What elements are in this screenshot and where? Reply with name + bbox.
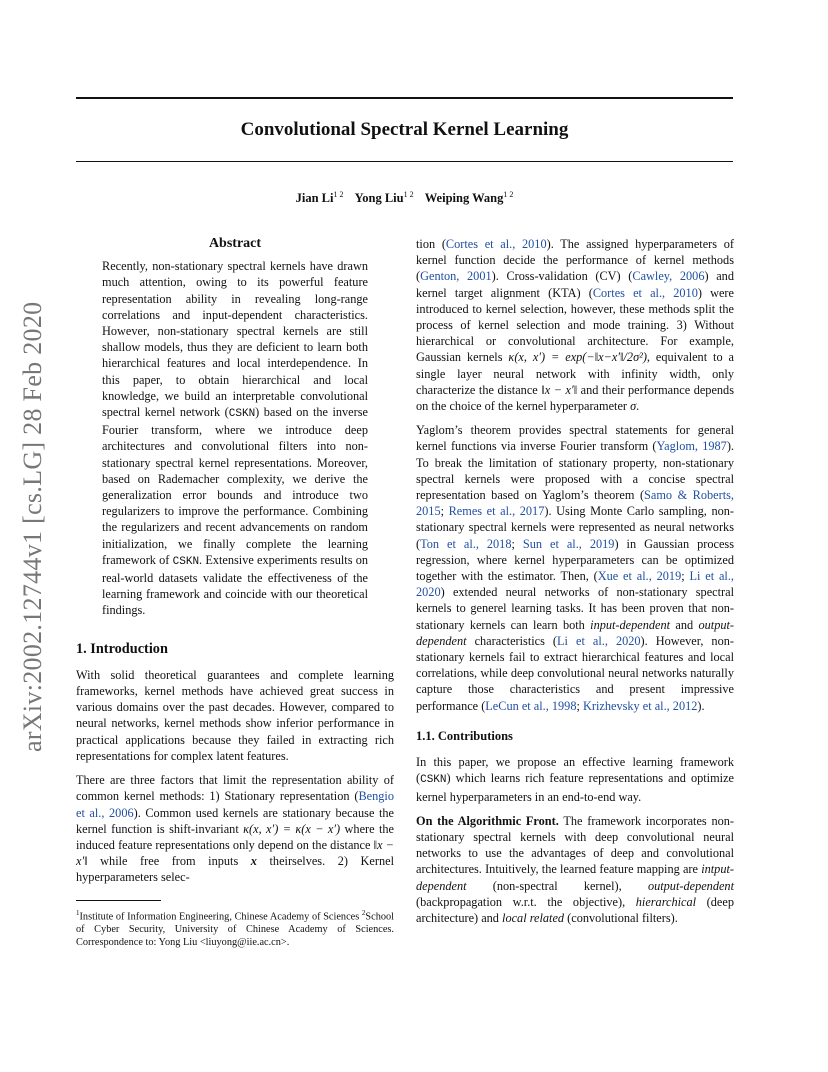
paper-title: Convolutional Spectral Kernel Learning — [240, 119, 569, 140]
citation-link[interactable]: Cawley, 2006 — [632, 269, 705, 284]
citation-link[interactable]: Bengio et al., 2006 — [76, 789, 394, 820]
citation-link[interactable]: Krizhevsky et al., 2012 — [582, 698, 698, 713]
citation-link[interactable]: Samo & Roberts, 2015 — [416, 488, 734, 519]
intro-paragraph: There are three factors that limit the representation ability of common kernel methods: 1) Stationary representation (Bengio et al., 2006). Common used kernels are stationary because the kernel function is shift-invariant κ(x, x′) = κ(x − x′) where the induced feature representations only depend on the distance ‖x − x′‖ while free from inputs x theirselves. 2) Kernel hyperparameters selec- — [76, 773, 394, 885]
subsection-heading-contributions: 1.1. Contributions — [416, 728, 513, 743]
body-paragraph: In this paper, we propose an effective learning framework (CSKN) which learns rich feature representations and optimize kernel hyperparameters in an end-to-end way. — [416, 755, 734, 804]
footnote-rule — [76, 900, 161, 901]
citation-link[interactable]: LeCun et al., 1998 — [485, 698, 577, 713]
abstract-heading: Abstract — [208, 236, 262, 251]
body-paragraph: tion (Cortes et al., 2010). The assigned hyperparameters of kernel function decide the performance of kernel methods (Genton, 2001). Cross-validation (CV) (Cawley, 2006) and kernel target alignment (KTA) (Cortes et al., 2010) were introduced to kernel selection, however, these methods split the process of kernel selection and mode training. 3) Without hierarchical or convolutional architecture. For example, Gaussian kernels κ(x, x′) = exp(−‖x−x′‖/2σ²), equivalent to a single layer neural network with infinity width, only characterize the distance ‖x − x′‖ and their performance depends on the choice of the kernel hyperparameter σ. — [416, 237, 734, 414]
body-paragraph: Yaglom’s theorem provides spectral statements for general kernel functions via inverse Fourier transform (Yaglom, 1987). To break the limitation of stationary property, non-stationary spectral kernels were proposed with a concise spectral representation based on Yaglom’s theorem (Samo & Roberts, 2015; Remes et al., 2017). Using Monte Carlo sampling, non-stationary spectral kernels were represented as neural networks (Ton et al., 2018; Sun et al., 2019) in Gaussian process regression, where kernel hyperparameters can be optimized together with the estimator. Then, (Xue et al., 2019; Li et al., 2020) extended neural networks of non-stationary spectral kernels to generel learning tasks. It has been proven that non-stationary kernels can learn both input-dependent and output-dependent characteristics (Li et al., 2020). However, non-stationary kernels fail to extract hierarchical features and local correlations, while deep convolutional neural networks naturally capture those characteristics and present impressive performance (LeCun et al., 1998; Krizhevsky et al., 2012). — [416, 423, 735, 713]
citation-link[interactable]: Genton, 2001 — [420, 269, 492, 284]
author: Yong Liu$^{1 2}$ — [354, 190, 414, 206]
citation-link[interactable]: Ton et al., 2018 — [420, 536, 512, 551]
citation-link[interactable]: Remes et al., 2017 — [448, 504, 545, 519]
arxiv-stamp: arXiv:2002.12744v1 [cs.LG] 28 Feb 2020 — [18, 301, 47, 753]
intro-paragraph: With solid theoretical guarantees and complete learning frameworks, kernel methods have achieved great success in various domains over the past decades. However, compared to neural networks, kernel methods show inferior performance in practical applications because they failed in extracting rich representations for complex latent features. — [76, 667, 394, 763]
author: Jian $Li^{1 2}$ — [295, 190, 344, 206]
body-paragraph: On the Algorithmic Front. The framework incorporates non-stationary spectral kernels with deep convolutional neural networks to use the advantages of deep and convolutional architectures. Intuitively, the learned feature mapping are intput-dependent (non-spectral kernel), output-dependent (backpropagation w.r.t. the objective), hierarchical (deep architecture) and local related (convolutional filters). — [416, 813, 734, 925]
top-rule — [76, 97, 733, 99]
citation-link[interactable]: Li et al., 2020 — [557, 633, 641, 648]
citation-link[interactable]: Yaglom, 1987 — [656, 439, 727, 454]
title-rule — [76, 161, 733, 162]
left-column — [76, 236, 394, 949]
author-list — [76, 190, 733, 206]
section-heading-introduction: 1. Introduction — [76, 640, 168, 657]
footnote: $^1$Institute of Information Engineering, Chinese Academy of Sciences $^2$School of Cyber Security, University of Chinese Academy of Sciences. Correspondence to: Yong Liu <liuyong@iie.ac.cn>. — [76, 908, 394, 948]
abstract-text: Recently, non-stationary spectral kernels have drawn much attention, owing to its powerful feature representation ability in revealing long-range correlations and input-dependent characteristics. However, non-stationary spectral kernels are still shallow models, thus they are deficient to learn both hierarchical features and local interdependence. In this paper, to obtain hierarchical and local knowledge, we build an interpretable convolutional spectral kernel network (CSKN) based on the inverse Fourier transform, where we introduce deep architectures and convolutional filters into non-stationary spectral kernel representations. Moreover, based on Rademacher complexity, we derive the generalization error bounds and introduce two regularizers to improve the performance. Combining the regularizers and recent advancements on random initialization, we finally complete the learning framework of CSKN. Extensive experiments results on real-world datasets validate the effectiveness of the learning framework and coincide with our theoretical findings. — [102, 259, 368, 618]
right-column — [416, 236, 734, 934]
citation-link[interactable]: Xue et al., 2019 — [597, 569, 682, 584]
citation-link[interactable]: Cortes et al., 2010 — [445, 237, 547, 251]
citation-link[interactable]: Li et al., 2020 — [416, 569, 734, 600]
citation-link[interactable]: Sun et al., 2019 — [522, 536, 615, 551]
author: Weiping Wang$^{1 2}$ — [424, 190, 514, 206]
citation-link[interactable]: Cortes et al., 2010 — [592, 285, 698, 300]
